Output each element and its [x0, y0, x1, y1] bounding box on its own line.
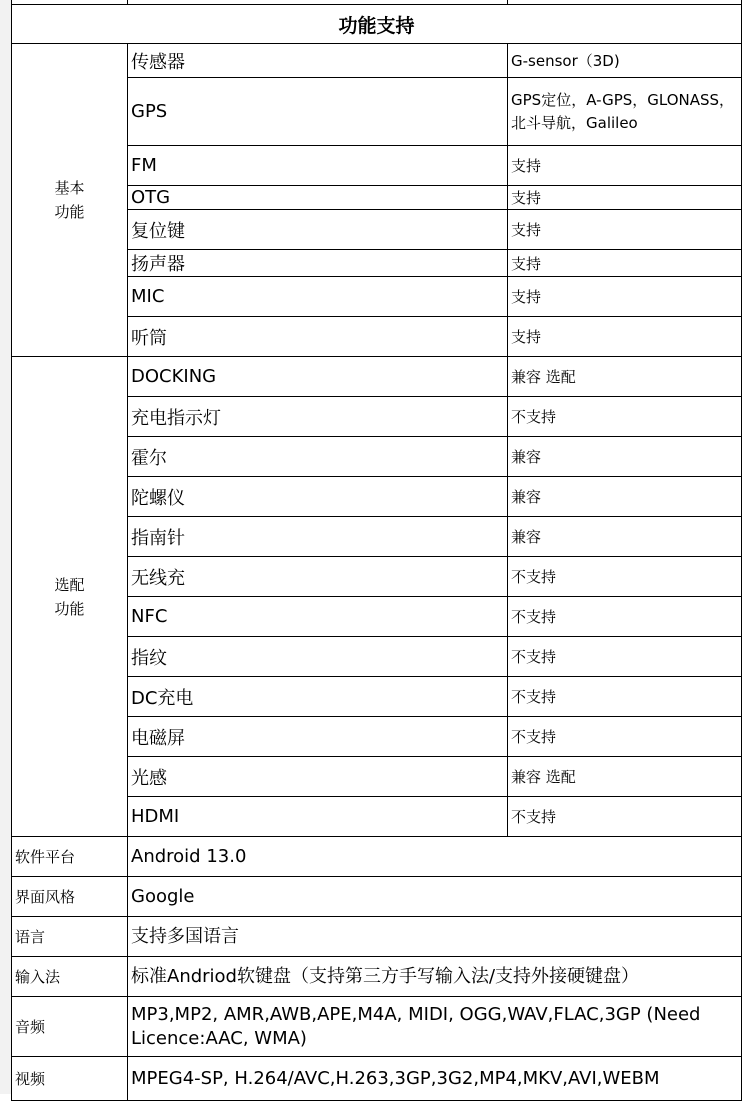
feature-value: 兼容 选配 — [508, 757, 742, 797]
software-label: 界面风格 — [12, 877, 128, 917]
feature-value: 支持 — [508, 186, 742, 210]
feature-name: 充电指示灯 — [128, 397, 508, 437]
table-row — [12, 997, 742, 1057]
table-row — [12, 357, 742, 397]
feature-name: 传感器 — [128, 44, 508, 78]
feature-name: FM — [128, 146, 508, 186]
feature-value: 支持 — [508, 277, 742, 317]
software-label: 语言 — [12, 917, 128, 957]
section-title-row — [12, 5, 742, 44]
feature-name: 霍尔 — [128, 437, 508, 477]
feature-name: 无线充 — [128, 557, 508, 597]
group-label-line: 选配 — [54, 575, 85, 594]
group-label-optional — [12, 357, 128, 837]
feature-name: NFC — [128, 597, 508, 637]
software-value: 标准Andriod软键盘（支持第三方手写输入法/支持外接硬键盘） — [128, 957, 742, 997]
feature-name: 指南针 — [128, 517, 508, 557]
feature-value: 不支持 — [508, 597, 742, 637]
feature-value: 支持 — [508, 210, 742, 250]
feature-value: 兼容 — [508, 517, 742, 557]
sheet-row-header-strip — [0, 0, 11, 1094]
software-value: MP3,MP2, AMR,AWB,APE,M4A, MIDI, OGG,WAV,FLAC,3GP (Need Licence:AAC, WMA) — [128, 997, 742, 1057]
software-value: Google — [128, 877, 742, 917]
group-label-line: 基本 — [54, 179, 85, 197]
feature-name: OTG — [128, 186, 508, 210]
feature-value: 不支持 — [508, 677, 742, 717]
section-title: 功能支持 — [12, 5, 742, 44]
feature-name: 听筒 — [128, 317, 508, 357]
feature-name: 电磁屏 — [128, 717, 508, 757]
table-row — [12, 44, 742, 78]
group-label-basic — [12, 44, 128, 357]
table-row — [12, 957, 742, 997]
feature-value: 不支持 — [508, 717, 742, 757]
feature-value: 不支持 — [508, 557, 742, 597]
feature-name: 指纹 — [128, 637, 508, 677]
software-label: 输入法 — [12, 957, 128, 997]
table-row — [12, 837, 742, 877]
feature-value: GPS定位，A-GPS，GLONASS，北斗导航，Galileo — [508, 78, 742, 146]
feature-name: 复位键 — [128, 210, 508, 250]
software-label: 音频 — [12, 997, 128, 1057]
group-label-line: 功能 — [54, 599, 85, 618]
table-row — [12, 917, 742, 957]
feature-value: 兼容 — [508, 477, 742, 517]
software-label: 软件平台 — [12, 837, 128, 877]
feature-value: 兼容 — [508, 437, 742, 477]
software-value: 支持多国语言 — [128, 917, 742, 957]
software-value: Android 13.0 — [128, 837, 742, 877]
feature-value: 支持 — [508, 317, 742, 357]
spec-table — [11, 0, 742, 1101]
feature-value: 兼容 选配 — [508, 357, 742, 397]
feature-name: 陀螺仪 — [128, 477, 508, 517]
feature-value: 不支持 — [508, 797, 742, 837]
feature-value: 支持 — [508, 146, 742, 186]
software-value: MPEG4-SP, H.264/AVC,H.263,3GP,3G2,MP4,MKV,AVI,WEBM — [128, 1057, 742, 1101]
feature-value: 不支持 — [508, 637, 742, 677]
feature-name: 扬声器 — [128, 250, 508, 277]
table-row — [12, 877, 742, 917]
software-label: 视频 — [12, 1057, 128, 1101]
feature-name: DOCKING — [128, 357, 508, 397]
feature-name: MIC — [128, 277, 508, 317]
feature-name: DC充电 — [128, 677, 508, 717]
feature-name: HDMI — [128, 797, 508, 837]
group-label-line: 功能 — [54, 203, 85, 221]
feature-value: G-sensor（3D) — [508, 44, 742, 78]
feature-name: GPS — [128, 78, 508, 146]
feature-value: 不支持 — [508, 397, 742, 437]
feature-name: 光感 — [128, 757, 508, 797]
feature-value: 支持 — [508, 250, 742, 277]
